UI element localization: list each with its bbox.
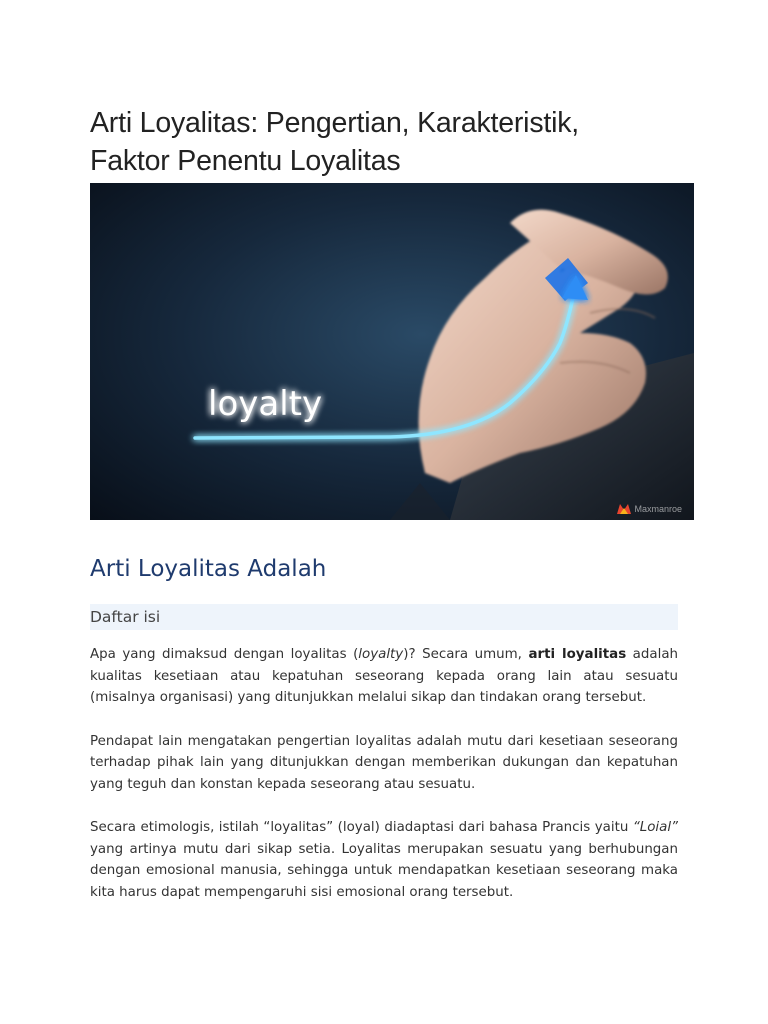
hero-word-loyalty: loyalty xyxy=(208,384,323,424)
paragraph-3 xyxy=(90,817,678,903)
hero-image xyxy=(90,183,694,520)
paragraph-1 xyxy=(90,644,678,709)
p1-text-b: )? Secara umum, xyxy=(403,647,529,662)
section-heading: Arti Loyalitas Adalah xyxy=(90,556,327,582)
page-title-line-2: Faktor Penentu Loyalitas xyxy=(90,145,401,177)
p3-text-b: yang artinya mutu dari sikap setia. Loyalitas merupakan sesuatu yang berhubungan dengan emosional manusia, sehingga untuk mendapatkan kesetiaan seseorang maka kita harus dapat mempengaruhi sisi emosional orang tersebut. xyxy=(90,841,678,900)
p1-italic: loyalty xyxy=(358,647,404,662)
watermark xyxy=(617,504,682,514)
p3-text-a: Secara etimologis, istilah “loyalitas” (loyal) diadaptasi dari bahasa Prancis yaitu xyxy=(90,820,633,835)
table-of-contents-toggle[interactable] xyxy=(90,604,678,630)
watermark-logo-icon xyxy=(617,504,631,514)
p1-bold: arti loyalitas xyxy=(528,647,627,662)
p3-italic: “Loial” xyxy=(632,820,678,835)
toc-label: Daftar isi xyxy=(90,608,161,626)
paragraph-2: Pendapat lain mengatakan pengertian loyalitas adalah mutu dari kesetiaan seseorang terhadap pihak lain yang ditunjukkan dengan memberikan dukungan dan kepatuhan yang teguh dan konstan kepada seseorang atau sesuatu. xyxy=(90,733,678,792)
p1-text-a: Apa yang dimaksud dengan loyalitas ( xyxy=(90,647,359,662)
watermark-text: Maxmanroe xyxy=(634,504,682,514)
hero-illustration xyxy=(90,183,694,520)
page-title xyxy=(90,104,700,180)
article-body xyxy=(90,644,678,925)
page-title-line-1: Arti Loyalitas: Pengertian, Karakteristik, xyxy=(90,107,579,139)
p1-text-c: adalah kualitas kesetiaan atau kepatuhan seseorang kepada orang lain atau sesuatu (misalnya organisasi) yang ditunjukkan melalui sikap dan tindakan orang tersebut. xyxy=(90,647,679,705)
